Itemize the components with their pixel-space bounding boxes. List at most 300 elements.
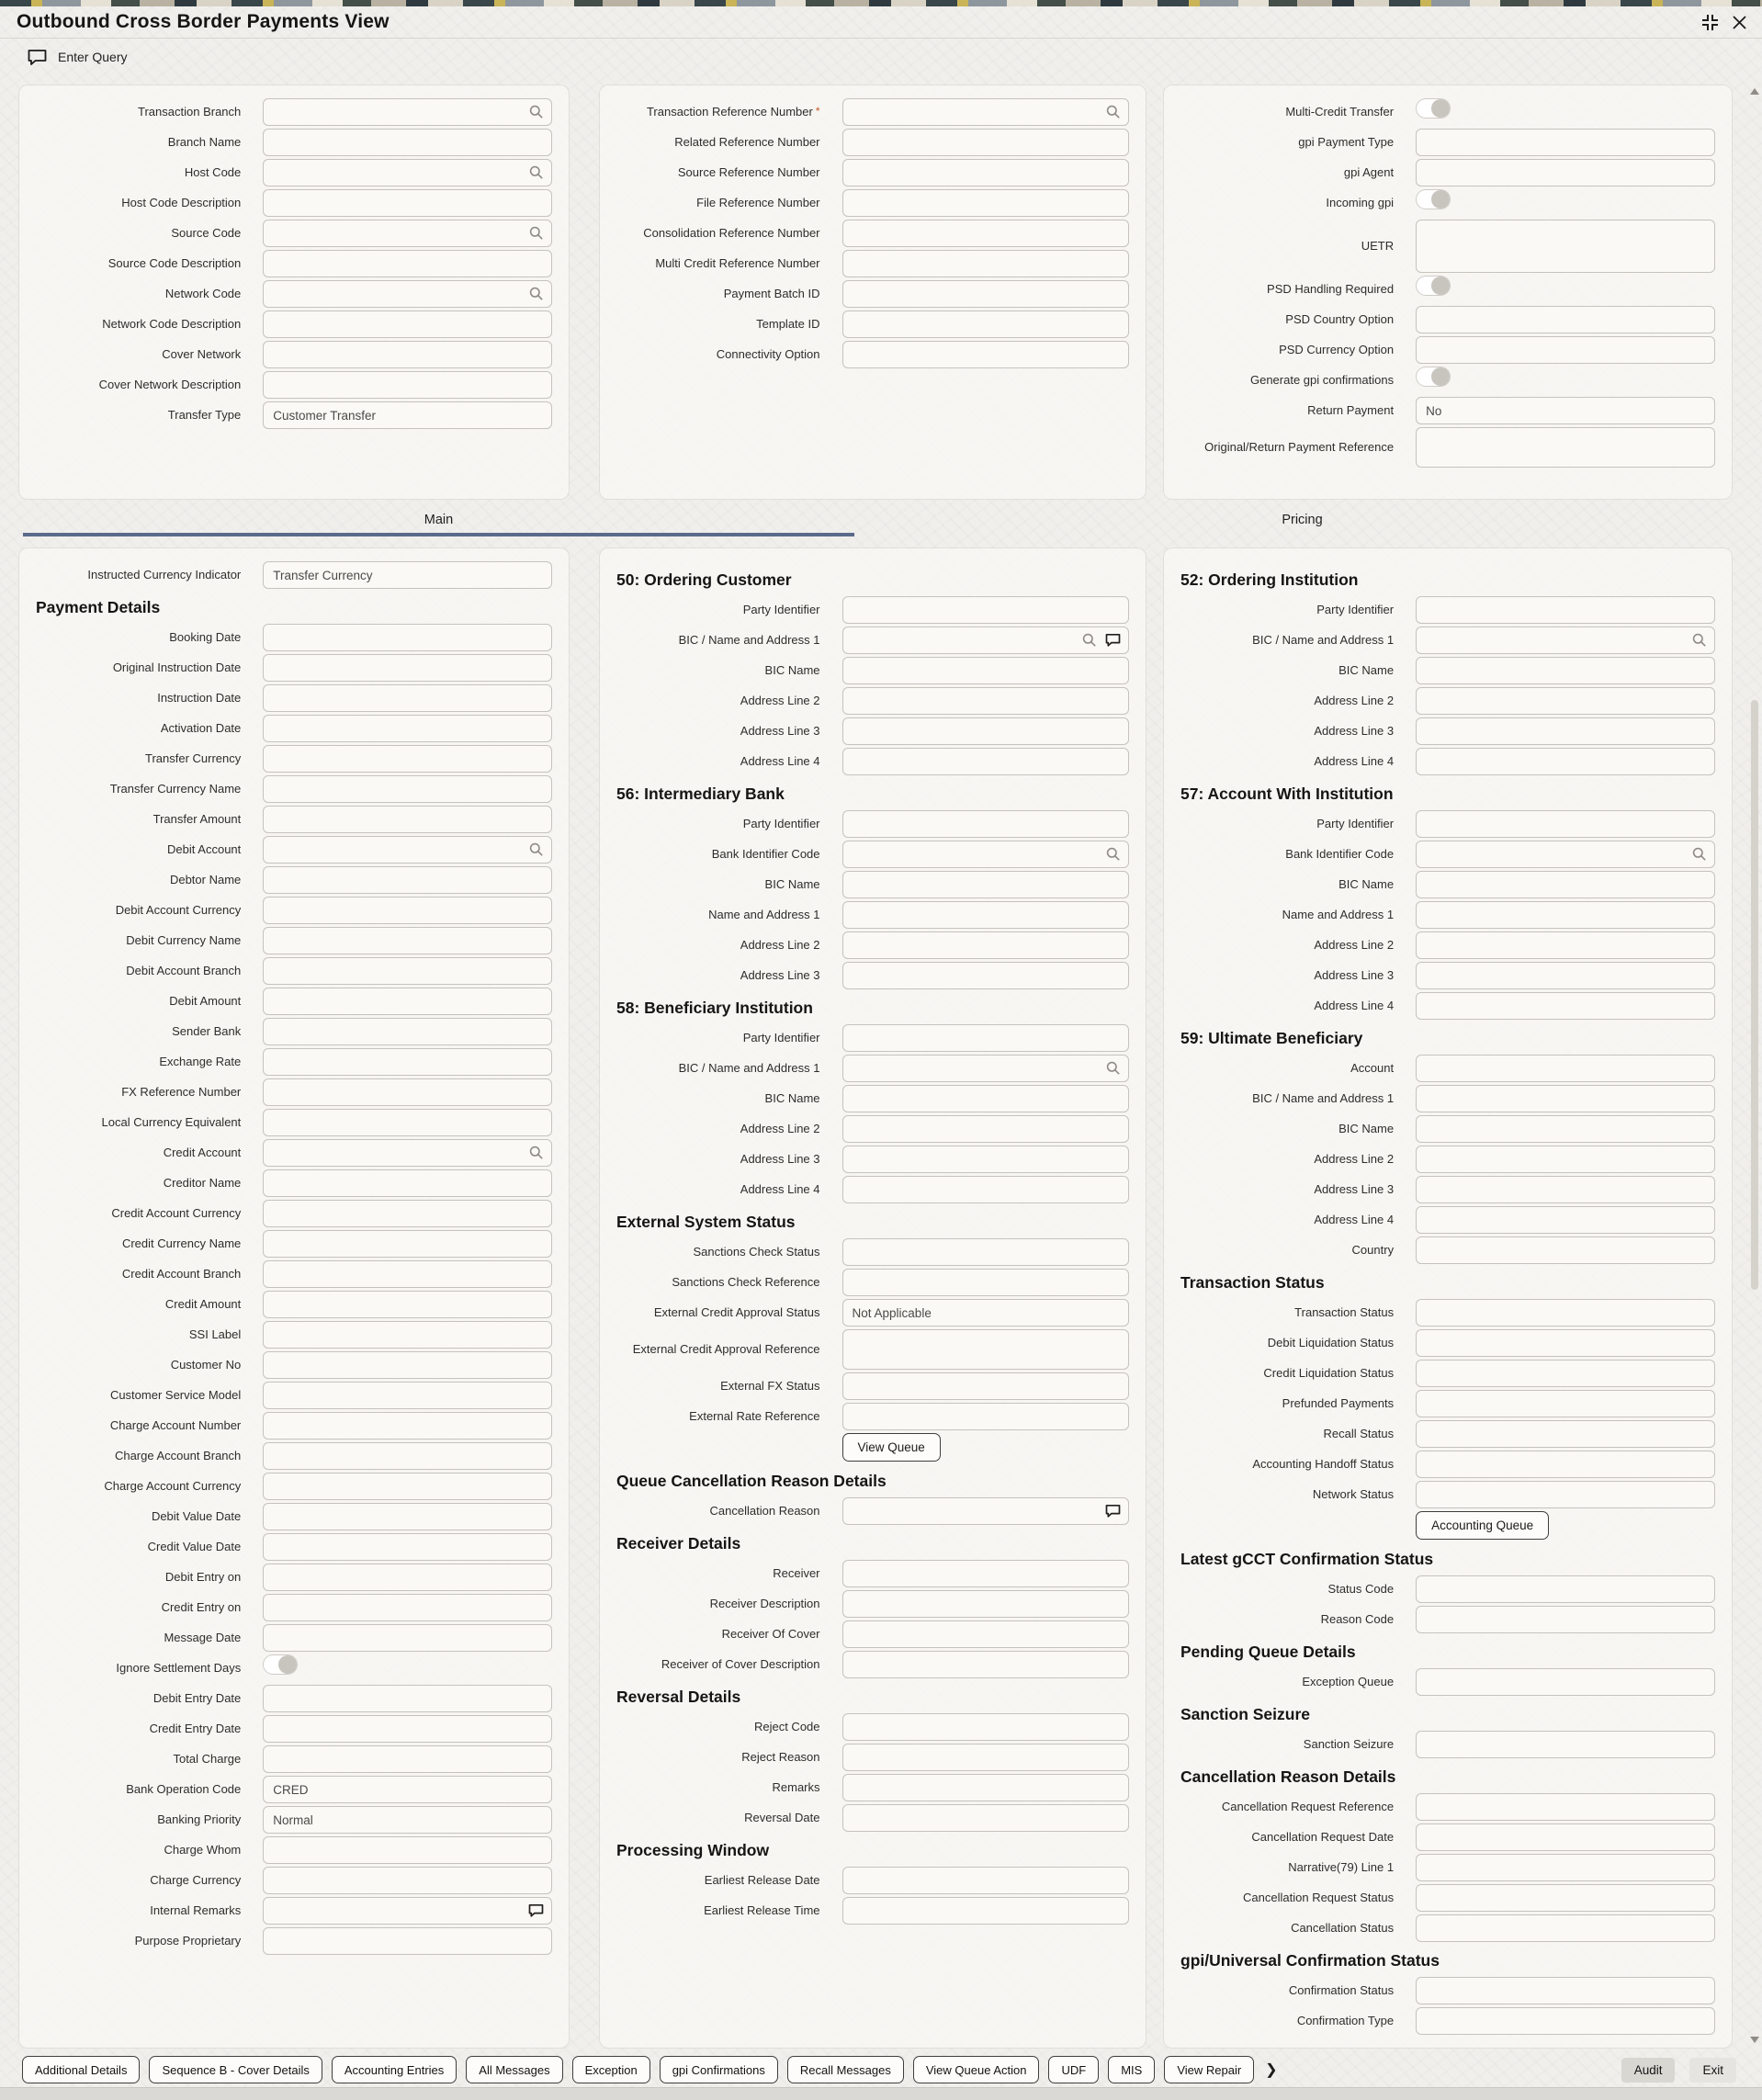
bic-name-field[interactable] <box>1416 1115 1715 1143</box>
network-status-field[interactable] <box>1416 1481 1715 1508</box>
charge-account-branch-label: Charge Account Branch <box>114 1448 242 1462</box>
file-reference-number-field[interactable] <box>842 189 1129 217</box>
search-icon[interactable] <box>1106 847 1121 862</box>
credit-entry-date-label: Credit Entry Date <box>149 1721 242 1735</box>
cancellation-status-field[interactable] <box>1416 1914 1715 1942</box>
charge-account-currency-label: Charge Account Currency <box>104 1478 242 1493</box>
address-line-3-field[interactable] <box>1416 962 1715 989</box>
transaction-reference-number-field[interactable] <box>842 98 1129 126</box>
source-code-field[interactable] <box>263 220 552 247</box>
address-line-2-label: Address Line 2 <box>1314 937 1395 952</box>
transfer-currency-name-field[interactable] <box>263 775 552 803</box>
template-id-field[interactable] <box>842 310 1129 338</box>
bic-name-field[interactable] <box>842 657 1129 684</box>
bic-name-and-address-1-field[interactable] <box>842 1055 1129 1082</box>
tab-pricing[interactable]: Pricing <box>1282 513 1323 527</box>
transfer-currency-field[interactable] <box>263 745 552 773</box>
psd-currency-option-field[interactable] <box>1416 336 1715 364</box>
host-code-label: Host Code <box>184 164 242 179</box>
transfer-amount-field[interactable] <box>263 806 552 833</box>
customer-no-field[interactable] <box>263 1351 552 1379</box>
recall-status-label: Recall Status <box>1323 1426 1395 1440</box>
remarks-label: Remarks <box>772 1779 820 1794</box>
credit-account-currency-field[interactable] <box>263 1200 552 1227</box>
gpi-agent-field[interactable] <box>1416 159 1715 186</box>
reject-code-field[interactable] <box>842 1713 1129 1741</box>
branch-name-label: Branch Name <box>167 134 242 149</box>
address-line-3-label: Address Line 3 <box>740 1151 820 1166</box>
address-line-4-field[interactable] <box>1416 748 1715 775</box>
psd-country-option-field[interactable] <box>1416 306 1715 333</box>
earliest-release-time-label: Earliest Release Time <box>704 1902 820 1917</box>
banking-priority-field[interactable]: Normal <box>263 1806 552 1834</box>
status-code-label: Status Code <box>1327 1581 1395 1596</box>
gpi-confirmations-button[interactable]: gpi Confirmations <box>660 2056 778 2083</box>
external-credit-approval-status-field[interactable]: Not Applicable <box>842 1299 1129 1327</box>
debtor-name-field[interactable] <box>263 866 552 894</box>
all-messages-button[interactable]: All Messages <box>466 2056 562 2083</box>
fx-reference-number-field[interactable] <box>263 1078 552 1106</box>
bank-identifier-code-label: Bank Identifier Code <box>711 846 820 861</box>
tab-bar <box>0 503 1762 536</box>
view-queue-button[interactable]: View Queue <box>842 1433 941 1462</box>
bank-identifier-code-field[interactable] <box>1416 841 1715 868</box>
bic-name-and-address-1-field[interactable] <box>842 627 1129 654</box>
total-charge-field[interactable] <box>263 1745 552 1773</box>
section-heading-latest-gcct-confirmation-status: Latest gCCT Confirmation Status <box>1180 1550 1434 1568</box>
party-identifier-field[interactable] <box>842 596 1129 624</box>
debit-entry-on-field[interactable] <box>263 1564 552 1591</box>
uetr-field[interactable] <box>1416 220 1715 273</box>
address-line-3-field[interactable] <box>842 1146 1129 1173</box>
charge-account-branch-field[interactable] <box>263 1442 552 1470</box>
return-payment-field[interactable]: No <box>1416 397 1715 424</box>
title-bar <box>0 6 1762 38</box>
network-code-description-field[interactable] <box>263 310 552 338</box>
charge-currency-label: Charge Currency <box>150 1872 242 1887</box>
comment-icon[interactable] <box>1105 633 1121 648</box>
address-line-2-field[interactable] <box>1416 1146 1715 1173</box>
exception-button[interactable]: Exception <box>572 2056 650 2083</box>
scroll-up-icon[interactable] <box>1750 88 1759 95</box>
panel-references <box>599 85 1146 500</box>
sanction-seizure-label: Sanction Seizure <box>1303 1736 1395 1751</box>
local-currency-equivalent-field[interactable] <box>263 1109 552 1136</box>
earliest-release-time-field[interactable] <box>842 1897 1129 1925</box>
section-heading-58-beneficiary-institution: 58: Beneficiary Institution <box>616 999 813 1017</box>
panel-parties-status <box>599 548 1146 2049</box>
exit-button[interactable]: Exit <box>1689 2058 1736 2083</box>
address-line-4-field[interactable] <box>842 1176 1129 1203</box>
receiver-label: Receiver <box>773 1565 820 1580</box>
purpose-proprietary-field[interactable] <box>263 1927 552 1955</box>
collapse-window-icon[interactable] <box>1701 14 1719 31</box>
desktop-wallpaper-strip <box>0 0 1762 6</box>
credit-account-currency-label: Credit Account Currency <box>111 1205 242 1220</box>
original-return-payment-reference-field[interactable] <box>1416 427 1715 468</box>
confirmation-type-field[interactable] <box>1416 2007 1715 2035</box>
udf-button[interactable]: UDF <box>1048 2056 1099 2083</box>
accounting-handoff-status-label: Accounting Handoff Status <box>1252 1456 1395 1471</box>
accounting-queue-button[interactable]: Accounting Queue <box>1416 1511 1549 1540</box>
bic-name-and-address-1-field[interactable] <box>1416 627 1715 654</box>
footer-toolbar <box>0 2056 1762 2087</box>
remarks-field[interactable] <box>842 1774 1129 1801</box>
section-heading-processing-window: Processing Window <box>616 1841 770 1859</box>
credit-currency-name-field[interactable] <box>263 1230 552 1258</box>
sanctions-check-status-field[interactable] <box>842 1238 1129 1266</box>
sequence-b-cover-details-button[interactable]: Sequence B - Cover Details <box>149 2056 322 2083</box>
generate-gpi-confirmations-toggle[interactable] <box>1416 367 1451 387</box>
narrative-79-line-1-label: Narrative(79) Line 1 <box>1288 1859 1395 1874</box>
external-credit-approval-reference-field[interactable] <box>842 1329 1129 1370</box>
debit-account-field[interactable] <box>263 836 552 864</box>
credit-value-date-field[interactable] <box>263 1533 552 1561</box>
host-code-field[interactable] <box>263 159 552 186</box>
account-field[interactable] <box>1416 1055 1715 1082</box>
local-currency-equivalent-label: Local Currency Equivalent <box>101 1114 242 1129</box>
earliest-release-date-field[interactable] <box>842 1867 1129 1894</box>
host-code-description-field[interactable] <box>263 189 552 217</box>
section-heading-sanction-seizure: Sanction Seizure <box>1180 1705 1311 1723</box>
panel-payment-details <box>18 548 570 2049</box>
debit-value-date-field[interactable] <box>263 1503 552 1530</box>
consolidation-reference-number-field[interactable] <box>842 220 1129 247</box>
reject-reason-field[interactable] <box>842 1744 1129 1771</box>
mis-button[interactable]: MIS <box>1108 2056 1155 2083</box>
credit-account-branch-label: Credit Account Branch <box>121 1266 242 1281</box>
credit-account-field[interactable] <box>263 1139 552 1167</box>
gpi-payment-type-field[interactable] <box>1416 129 1715 156</box>
original-instruction-date-field[interactable] <box>263 654 552 682</box>
close-icon[interactable] <box>1732 15 1747 30</box>
party-identifier-field[interactable] <box>842 810 1129 838</box>
cancellation-request-date-field[interactable] <box>1416 1823 1715 1851</box>
comment-icon[interactable] <box>1105 1504 1121 1519</box>
party-identifier-label: Party Identifier <box>742 1030 820 1044</box>
address-line-2-field[interactable] <box>842 687 1129 715</box>
scrollbar-thumb[interactable] <box>1751 700 1758 1290</box>
address-line-3-field[interactable] <box>1416 717 1715 745</box>
external-fx-status-field[interactable] <box>842 1372 1129 1400</box>
bic-name-field[interactable] <box>842 1085 1129 1112</box>
receiver-field[interactable] <box>842 1560 1129 1587</box>
exception-queue-field[interactable] <box>1416 1668 1715 1696</box>
multi-credit-reference-number-label: Multi Credit Reference Number <box>655 255 820 270</box>
gpi-payment-type-label: gpi Payment Type <box>1298 134 1395 149</box>
address-line-4-field[interactable] <box>1416 992 1715 1020</box>
party-identifier-field[interactable] <box>1416 810 1715 838</box>
transfer-type-field[interactable]: Customer Transfer <box>263 401 552 429</box>
search-icon[interactable] <box>529 165 544 180</box>
party-identifier-label: Party Identifier <box>742 602 820 616</box>
address-line-3-field[interactable] <box>842 962 1129 989</box>
credit-value-date-label: Credit Value Date <box>147 1539 242 1553</box>
address-line-2-field[interactable] <box>842 1115 1129 1143</box>
branch-name-field[interactable] <box>263 129 552 156</box>
bic-name-label: BIC Name <box>1338 1121 1395 1135</box>
search-icon[interactable] <box>529 287 544 301</box>
name-and-address-1-label: Name and Address 1 <box>708 907 820 921</box>
debit-value-date-label: Debit Value Date <box>151 1508 242 1523</box>
cancellation-status-label: Cancellation Status <box>1291 1920 1395 1935</box>
charge-whom-field[interactable] <box>263 1836 552 1864</box>
accounting-handoff-status-field[interactable] <box>1416 1451 1715 1478</box>
transfer-currency-name-label: Transfer Currency Name <box>109 781 242 796</box>
payment-batch-id-field[interactable] <box>842 280 1129 308</box>
address-line-2-field[interactable] <box>1416 687 1715 715</box>
bic-name-and-address-1-label: BIC / Name and Address 1 <box>1252 632 1395 647</box>
country-label: Country <box>1351 1242 1395 1257</box>
credit-account-label: Credit Account <box>163 1145 242 1159</box>
transaction-status-field[interactable] <box>1416 1299 1715 1327</box>
charge-account-number-label: Charge Account Number <box>109 1417 242 1432</box>
debit-entry-on-label: Debit Entry on <box>164 1569 242 1584</box>
bic-name-and-address-1-label: BIC / Name and Address 1 <box>1252 1090 1395 1105</box>
address-line-4-field[interactable] <box>1416 1206 1715 1234</box>
psd-handling-required-label: PSD Handling Required <box>1267 281 1395 296</box>
charge-account-currency-field[interactable] <box>263 1473 552 1500</box>
external-credit-approval-reference-label: External Credit Approval Reference <box>632 1341 820 1356</box>
additional-details-button[interactable]: Additional Details <box>22 2056 140 2083</box>
bic-name-field[interactable] <box>842 871 1129 898</box>
file-reference-number-label: File Reference Number <box>696 195 820 209</box>
internal-remarks-field[interactable] <box>263 1897 552 1925</box>
party-identifier-label: Party Identifier <box>742 816 820 830</box>
panel-transaction-branch <box>18 85 570 500</box>
host-code-description-label: Host Code Description <box>121 195 242 209</box>
bank-identifier-code-label: Bank Identifier Code <box>1285 846 1395 861</box>
credit-liquidation-status-label: Credit Liquidation Status <box>1263 1365 1395 1380</box>
debit-account-label: Debit Account <box>167 841 242 856</box>
section-heading-reversal-details: Reversal Details <box>616 1688 741 1706</box>
bic-name-field[interactable] <box>1416 657 1715 684</box>
credit-entry-on-field[interactable] <box>263 1594 552 1621</box>
transfer-type-label: Transfer Type <box>167 407 242 422</box>
source-reference-number-field[interactable] <box>842 159 1129 186</box>
receiver-description-label: Receiver Description <box>709 1596 820 1610</box>
search-icon[interactable] <box>1106 105 1121 119</box>
address-line-4-label: Address Line 4 <box>740 1181 820 1196</box>
address-line-2-label: Address Line 2 <box>740 937 820 952</box>
search-icon[interactable] <box>1082 633 1097 648</box>
name-and-address-1-field[interactable] <box>1416 901 1715 929</box>
consolidation-reference-number-label: Consolidation Reference Number <box>643 225 820 240</box>
related-reference-number-field[interactable] <box>842 129 1129 156</box>
address-line-4-field[interactable] <box>842 748 1129 775</box>
address-line-3-field[interactable] <box>842 717 1129 745</box>
name-and-address-1-field[interactable] <box>842 901 1129 929</box>
section-heading-queue-cancellation-reason-details: Queue Cancellation Reason Details <box>616 1472 887 1490</box>
section-heading-59-ultimate-beneficiary: 59: Ultimate Beneficiary <box>1180 1029 1363 1047</box>
required-indicator: * <box>815 104 820 118</box>
sanctions-check-reference-label: Sanctions Check Reference <box>672 1274 820 1289</box>
external-rate-reference-field[interactable] <box>842 1403 1129 1430</box>
search-icon[interactable] <box>1106 1061 1121 1076</box>
debit-entry-date-label: Debit Entry Date <box>152 1690 242 1705</box>
debit-currency-name-field[interactable] <box>263 927 552 954</box>
original-return-payment-reference-label: Original/Return Payment Reference <box>1204 439 1395 454</box>
receiver-description-field[interactable] <box>842 1590 1129 1618</box>
address-line-4-label: Address Line 4 <box>1314 753 1395 768</box>
confirmation-type-label: Confirmation Type <box>1296 2013 1395 2027</box>
bic-name-label: BIC Name <box>764 662 820 677</box>
panel-institutions-status <box>1163 548 1733 2049</box>
earliest-release-date-label: Earliest Release Date <box>704 1872 820 1887</box>
section-heading-cancellation-reason-details: Cancellation Reason Details <box>1180 1767 1396 1786</box>
search-icon[interactable] <box>529 105 544 119</box>
bic-name-field[interactable] <box>1416 871 1715 898</box>
psd-handling-required-toggle[interactable] <box>1416 276 1451 296</box>
address-line-2-label: Address Line 2 <box>1314 693 1395 707</box>
reversal-date-field[interactable] <box>842 1804 1129 1832</box>
fx-reference-number-label: FX Reference Number <box>121 1084 242 1099</box>
network-code-field[interactable] <box>263 280 552 308</box>
narrative-79-line-1-field[interactable] <box>1416 1854 1715 1881</box>
network-code-label: Network Code <box>164 286 242 300</box>
transaction-branch-label: Transaction Branch <box>138 104 242 119</box>
customer-no-label: Customer No <box>170 1357 242 1372</box>
address-line-3-label: Address Line 3 <box>1314 1181 1395 1196</box>
purpose-proprietary-label: Purpose Proprietary <box>134 1933 242 1948</box>
cancellation-request-status-field[interactable] <box>1416 1884 1715 1912</box>
scroll-down-icon[interactable] <box>1750 2037 1759 2043</box>
comment-icon[interactable] <box>528 1903 544 1918</box>
credit-liquidation-status-field[interactable] <box>1416 1360 1715 1387</box>
creditor-name-field[interactable] <box>263 1169 552 1197</box>
sender-bank-field[interactable] <box>263 1018 552 1045</box>
search-icon[interactable] <box>529 842 544 857</box>
bic-name-and-address-1-field[interactable] <box>1416 1085 1715 1112</box>
query-bubble-icon <box>28 49 47 66</box>
multi-credit-transfer-toggle[interactable] <box>1416 98 1451 119</box>
debtor-name-label: Debtor Name <box>169 872 242 886</box>
view-repair-button[interactable]: View Repair <box>1164 2056 1254 2083</box>
address-line-3-field[interactable] <box>1416 1176 1715 1203</box>
section-heading-50-ordering-customer: 50: Ordering Customer <box>616 570 792 589</box>
cover-network-description-label: Cover Network Description <box>98 377 242 391</box>
activation-date-label: Activation Date <box>160 720 242 735</box>
credit-entry-date-field[interactable] <box>263 1715 552 1743</box>
debit-liquidation-status-label: Debit Liquidation Status <box>1267 1335 1395 1349</box>
search-icon[interactable] <box>529 1146 544 1160</box>
transaction-branch-field[interactable] <box>263 98 552 126</box>
instructed-currency-indicator-field[interactable]: Transfer Currency <box>263 561 552 589</box>
bank-identifier-code-field[interactable] <box>842 841 1129 868</box>
section-heading-pending-queue-details: Pending Queue Details <box>1180 1643 1356 1661</box>
section-heading-gpi-universal-confirmation-status: gpi/Universal Confirmation Status <box>1180 1951 1440 1970</box>
booking-date-label: Booking Date <box>169 629 242 644</box>
status-code-field[interactable] <box>1416 1575 1715 1603</box>
booking-date-field[interactable] <box>263 624 552 651</box>
message-date-field[interactable] <box>263 1624 552 1652</box>
address-line-2-field[interactable] <box>1416 931 1715 959</box>
country-field[interactable] <box>1416 1236 1715 1264</box>
instructed-currency-indicator-label: Instructed Currency Indicator <box>87 567 242 581</box>
creditor-name-label: Creditor Name <box>163 1175 242 1190</box>
confirmation-status-field[interactable] <box>1416 1977 1715 2004</box>
search-icon[interactable] <box>1692 847 1707 862</box>
receiver-of-cover-field[interactable] <box>842 1620 1129 1648</box>
instruction-date-field[interactable] <box>263 684 552 712</box>
incoming-gpi-toggle[interactable] <box>1416 189 1451 209</box>
party-identifier-field[interactable] <box>842 1024 1129 1052</box>
party-identifier-field[interactable] <box>1416 596 1715 624</box>
reason-code-field[interactable] <box>1416 1606 1715 1633</box>
search-icon[interactable] <box>1692 633 1707 648</box>
multi-credit-reference-number-field[interactable] <box>842 250 1129 277</box>
charge-account-number-field[interactable] <box>263 1412 552 1440</box>
debit-account-branch-field[interactable] <box>263 957 552 985</box>
debit-liquidation-status-field[interactable] <box>1416 1329 1715 1357</box>
charge-currency-field[interactable] <box>263 1867 552 1894</box>
recall-messages-button[interactable]: Recall Messages <box>787 2056 904 2083</box>
customer-service-model-field[interactable] <box>263 1382 552 1409</box>
activation-date-field[interactable] <box>263 715 552 742</box>
enter-query-action[interactable] <box>28 45 127 69</box>
debit-entry-date-field[interactable] <box>263 1685 552 1712</box>
bank-operation-code-field[interactable]: CRED <box>263 1776 552 1803</box>
recall-status-field[interactable] <box>1416 1420 1715 1448</box>
debit-account-branch-label: Debit Account Branch <box>126 963 242 977</box>
cancellation-reason-field[interactable] <box>842 1497 1129 1525</box>
address-line-3-label: Address Line 3 <box>1314 723 1395 738</box>
banking-priority-label: Banking Priority <box>157 1812 242 1826</box>
customer-service-model-label: Customer Service Model <box>109 1387 242 1402</box>
prefunded-payments-field[interactable] <box>1416 1390 1715 1417</box>
receiver-of-cover-description-field[interactable] <box>842 1651 1129 1678</box>
reject-code-label: Reject Code <box>753 1719 820 1733</box>
accounting-entries-button[interactable]: Accounting Entries <box>332 2056 457 2083</box>
view-queue-action-button[interactable]: View Queue Action <box>913 2056 1040 2083</box>
receiver-of-cover-label: Receiver Of Cover <box>721 1626 820 1641</box>
vertical-scrollbar[interactable] <box>1749 83 1760 2049</box>
sanctions-check-status-label: Sanctions Check Status <box>693 1244 820 1259</box>
party-identifier-label: Party Identifier <box>1316 816 1395 830</box>
section-heading-57-account-with-institution: 57: Account With Institution <box>1180 785 1394 803</box>
cancellation-request-reference-field[interactable] <box>1416 1793 1715 1821</box>
page-title: Outbound Cross Border Payments View <box>17 11 390 32</box>
connectivity-option-field[interactable] <box>842 341 1129 368</box>
address-line-2-field[interactable] <box>842 931 1129 959</box>
source-code-description-field[interactable] <box>263 250 552 277</box>
cover-network-field[interactable] <box>263 341 552 368</box>
panel-gpi <box>1163 85 1733 500</box>
search-icon[interactable] <box>529 226 544 241</box>
exchange-rate-field[interactable] <box>263 1048 552 1076</box>
section-heading-transaction-status: Transaction Status <box>1180 1273 1325 1292</box>
credit-account-branch-field[interactable] <box>263 1260 552 1288</box>
debit-amount-field[interactable] <box>263 988 552 1015</box>
cancellation-reason-label: Cancellation Reason <box>709 1503 820 1518</box>
credit-entry-on-label: Credit Entry on <box>161 1599 242 1614</box>
credit-amount-field[interactable] <box>263 1291 552 1318</box>
ssi-label-field[interactable] <box>263 1321 552 1349</box>
ignore-settlement-days-toggle[interactable] <box>263 1654 298 1675</box>
audit-button[interactable]: Audit <box>1621 2058 1676 2083</box>
debit-account-currency-field[interactable] <box>263 897 552 924</box>
sanction-seizure-field[interactable] <box>1416 1731 1715 1758</box>
bic-name-label: BIC Name <box>764 1090 820 1105</box>
bic-name-label: BIC Name <box>764 876 820 891</box>
cover-network-description-field[interactable] <box>263 371 552 399</box>
more-buttons-chevron-icon[interactable]: ❯ <box>1265 2062 1278 2078</box>
gpi-agent-label: gpi Agent <box>1343 164 1395 179</box>
sanctions-check-reference-field[interactable] <box>842 1269 1129 1296</box>
tab-main[interactable]: Main <box>23 503 854 536</box>
network-code-description-label: Network Code Description <box>102 316 242 331</box>
credit-currency-name-label: Credit Currency Name <box>121 1236 242 1250</box>
